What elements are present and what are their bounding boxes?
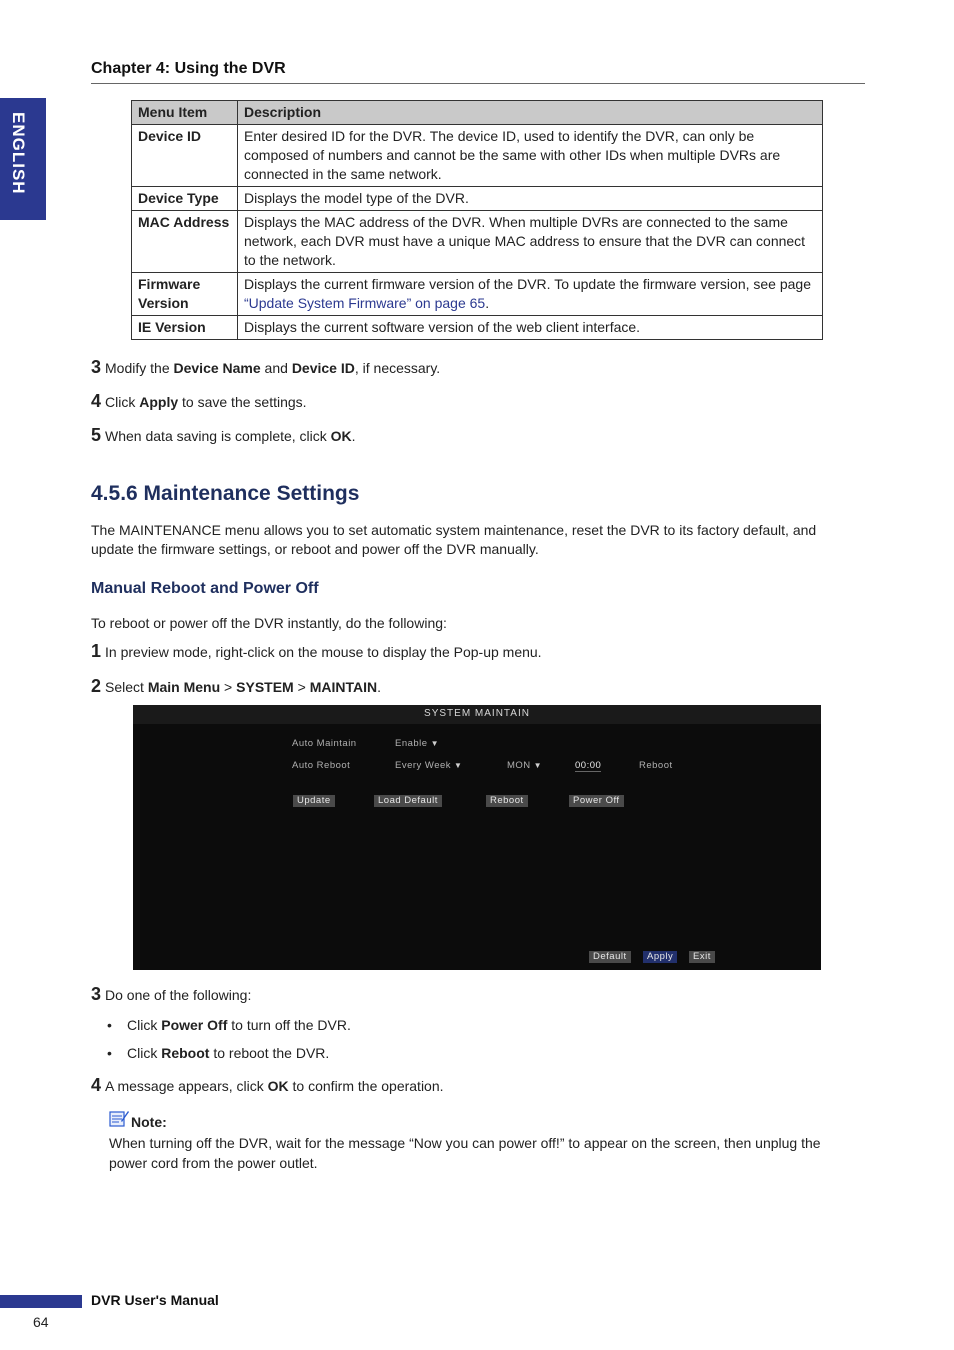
system-maintain-screenshot [133, 705, 821, 970]
step-bold: Apply [139, 394, 179, 410]
auto-reboot-day-select[interactable] [507, 760, 542, 771]
load-default-button[interactable]: Load Default [374, 795, 442, 807]
note-pad-icon [109, 1109, 129, 1127]
step-4-confirm [91, 1075, 444, 1096]
table-row [132, 125, 823, 187]
chapter-title: Chapter 4: Using the DVR [91, 60, 286, 77]
step-number: 4 [91, 1075, 102, 1095]
subsection-title: Manual Reboot and Power Off [91, 580, 319, 597]
step-text: A message appears, click [105, 1078, 268, 1094]
table-cell-item: Device Type [132, 187, 238, 211]
step-text: Do one of the following: [105, 987, 252, 1003]
step-bold: Device Name [173, 360, 261, 376]
auto-reboot-label: Auto Reboot [292, 760, 351, 771]
exit-button[interactable]: Exit [689, 951, 715, 963]
step-text: > [220, 679, 237, 695]
auto-reboot-action: Reboot [639, 760, 673, 771]
table-cell-item: Firmware Version [132, 273, 238, 316]
step-bold: OK [267, 1078, 289, 1094]
step-3-modify [91, 357, 440, 378]
bullet-dot: • [107, 1017, 112, 1033]
page-number: 64 [33, 1314, 49, 1330]
step-bold: Device ID [291, 360, 355, 376]
step-number: 3 [91, 984, 102, 1004]
apply-button[interactable]: Apply [643, 951, 677, 963]
step-bold: Reboot [161, 1045, 210, 1061]
table-cell-item: Device ID [132, 125, 238, 187]
auto-maintain-label: Auto Maintain [292, 738, 357, 749]
step-text: Modify the [105, 360, 174, 376]
auto-reboot-frequency-select[interactable] [395, 760, 462, 771]
default-button[interactable]: Default [589, 951, 631, 963]
auto-reboot-frequency-value: Every Week [395, 760, 452, 771]
step-text: Select [105, 679, 148, 695]
table-row [132, 187, 823, 211]
table-header-menu-item: Menu Item [132, 101, 238, 125]
step-text: When data saving is complete, click [105, 428, 331, 444]
step-text: to save the settings. [178, 394, 307, 410]
step-3-choose [91, 984, 251, 1005]
step-text: > [293, 679, 310, 695]
step-text: . [351, 428, 356, 444]
step-1-preview [91, 641, 542, 662]
step-number: 2 [91, 676, 102, 696]
step-text: to reboot the DVR. [209, 1045, 330, 1061]
step-number: 4 [91, 391, 102, 411]
reboot-button[interactable]: Reboot [486, 795, 528, 807]
language-tab-label: ENGLISH [9, 112, 28, 195]
update-button[interactable]: Update [293, 795, 335, 807]
power-off-button[interactable]: Power Off [569, 795, 624, 807]
bullet-reboot [107, 1043, 329, 1063]
step-text: Click [127, 1017, 162, 1033]
dropdown-arrow-icon: ▼ [430, 739, 440, 748]
step-bold: Power Off [161, 1017, 228, 1033]
note-text: When turning off the DVR, wait for the message “Now you can power off!” to appear on the screen, then unplug the power cord from the power outlet. [109, 1135, 821, 1171]
table-cell-desc: Displays the current software version of the web client interface. [238, 316, 823, 340]
table-cell-desc: Displays the model type of the DVR. [238, 187, 823, 211]
dvr-title-bar [133, 705, 821, 724]
step-number: 1 [91, 641, 102, 661]
table-cell-item: IE Version [132, 316, 238, 340]
table-cell-item: MAC Address [132, 211, 238, 273]
dvr-title: SYSTEM MAINTAIN [424, 708, 530, 719]
auto-reboot-time-input[interactable]: 00:00 [575, 760, 602, 771]
section-title: 4.5.6 Maintenance Settings [91, 482, 360, 505]
step-text: In preview mode, right-click on the mouse to display the Pop-up menu. [105, 644, 542, 660]
step-text: to confirm the operation. [288, 1078, 444, 1094]
header-rule [91, 83, 865, 84]
step-4-apply [91, 391, 307, 412]
auto-maintain-value: Enable [395, 738, 428, 749]
firmware-update-link[interactable]: “Update System Firmware” on page 65 [244, 295, 486, 311]
note-label: Note: [131, 1114, 167, 1130]
step-number: 5 [91, 425, 102, 445]
menu-item-table [131, 100, 823, 340]
subsection-lead: To reboot or power off the DVR instantly, do the following: [91, 615, 447, 631]
table-cell-desc: Enter desired ID for the DVR. The device ID, used to identify the DVR, can only be composed of numbers and cannot be the same with other IDs when multiple DVRs are connected in the same network. [238, 125, 823, 187]
table-row [132, 273, 823, 316]
table-cell-desc: Displays the MAC address of the DVR. When multiple DVRs are connected to the same network, each DVR must have a unique MAC address to ensure that the DVR can connect to the network. [238, 211, 823, 273]
step-text: Click [105, 394, 140, 410]
step-5-ok [91, 425, 356, 446]
table-cell-desc [238, 273, 823, 316]
step-text: Click [127, 1045, 162, 1061]
footer-bar [0, 1295, 82, 1308]
step-text: , if necessary. [354, 360, 441, 376]
dropdown-arrow-icon: ▼ [454, 761, 463, 770]
step-text: to turn off the DVR. [227, 1017, 351, 1033]
step-text: . [377, 679, 381, 695]
step-bold: Main Menu [147, 679, 221, 695]
section-intro: The MAINTENANCE menu allows you to set automatic system maintenance, reset the DVR to its factory default, and update the firmware settings, or reboot and power off the DVR manually. [91, 522, 817, 557]
step-bold: OK [330, 428, 352, 444]
step-text: and [260, 360, 292, 376]
step-bold: SYSTEM [236, 679, 294, 695]
auto-reboot-day-value: MON [507, 760, 531, 771]
footer-title: DVR User's Manual [91, 1292, 219, 1308]
step-bold: MAINTAIN [309, 679, 378, 695]
bullet-power-off [107, 1015, 351, 1035]
table-header-row [132, 101, 823, 125]
auto-maintain-select[interactable] [395, 738, 439, 749]
language-tab [0, 98, 46, 220]
step-2-select [91, 676, 381, 697]
desc-text: Displays the current firmware version of the DVR. To update the firmware version, see page [244, 276, 811, 292]
table-row [132, 316, 823, 340]
desc-text: . [485, 295, 490, 311]
table-row [132, 211, 823, 273]
table-header-description: Description [238, 101, 823, 125]
step-number: 3 [91, 357, 102, 377]
dropdown-arrow-icon: ▼ [533, 761, 543, 770]
bullet-dot: • [107, 1045, 112, 1061]
